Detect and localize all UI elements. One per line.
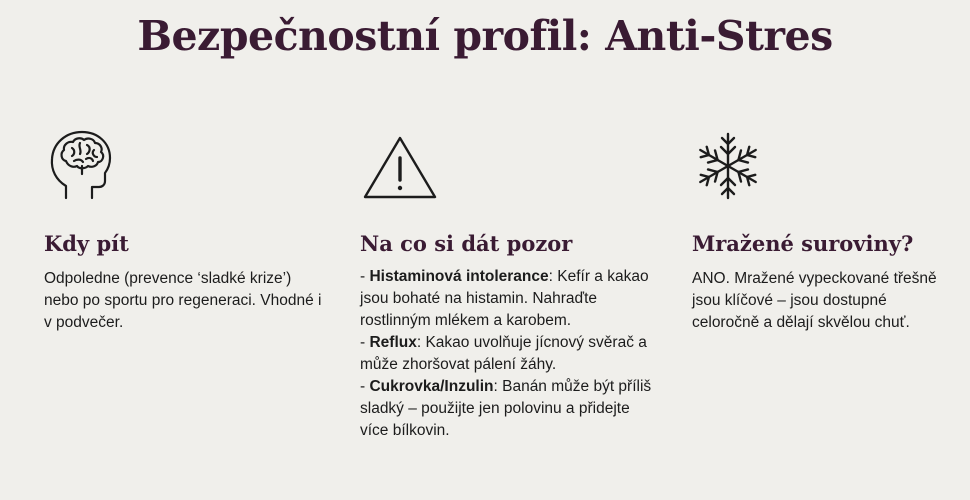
snowflake-icon xyxy=(692,128,952,200)
list-item-text: : Kakao uvolňuje jícnový svěrač a může zhoršovat pálení žáhy. xyxy=(360,334,647,373)
column-heading: Kdy pít xyxy=(44,231,129,256)
column-heading: Na co si dát pozor xyxy=(360,231,573,256)
column-frozen-ingredients xyxy=(692,128,952,334)
page-title: Bezpečnostní profil: Anti-Stres xyxy=(137,12,833,60)
list-item-term: Reflux xyxy=(369,334,417,351)
column-text: ANO. Mražené vypeckované třešně jsou klíčové – jsou dostupné celoročně a dělají skvělou chuť. xyxy=(692,270,937,331)
list-item-text: : Banán může být příliš sladký – použijte jen polovinu a přidejte více bílkovin. xyxy=(360,378,652,439)
column-when-to-drink xyxy=(44,128,324,334)
list-item: - Reflux: Kakao uvolňuje jícnový svěrač a může zhoršovat pálení žáhy. xyxy=(360,334,647,373)
column-heading: Mražené suroviny? xyxy=(692,231,914,256)
column-caution xyxy=(360,128,660,442)
list-item-text: : Kefír a kakao jsou bohaté na histamin. Nahraďte rostlinným mlékem a karobem. xyxy=(360,268,649,329)
head-brain-icon xyxy=(44,128,324,200)
column-text: Odpoledne (prevence ‘sladké krize’) nebo po sportu pro regeneraci. Vhodné i v podvečer. xyxy=(44,270,322,331)
warning-triangle-icon xyxy=(360,128,660,200)
list-item: - Cukrovka/Inzulin: Banán může být příliš sladký – použijte jen polovinu a přidejte více bílkovin. xyxy=(360,378,652,439)
caution-list xyxy=(360,266,660,442)
list-item: - Histaminová intolerance: Kefír a kakao jsou bohaté na histamin. Nahraďte rostlinným mlékem a karobem. xyxy=(360,268,649,329)
list-item-term: Cukrovka/Inzulin xyxy=(369,378,494,395)
list-item-term: Histaminová intolerance xyxy=(369,268,549,285)
